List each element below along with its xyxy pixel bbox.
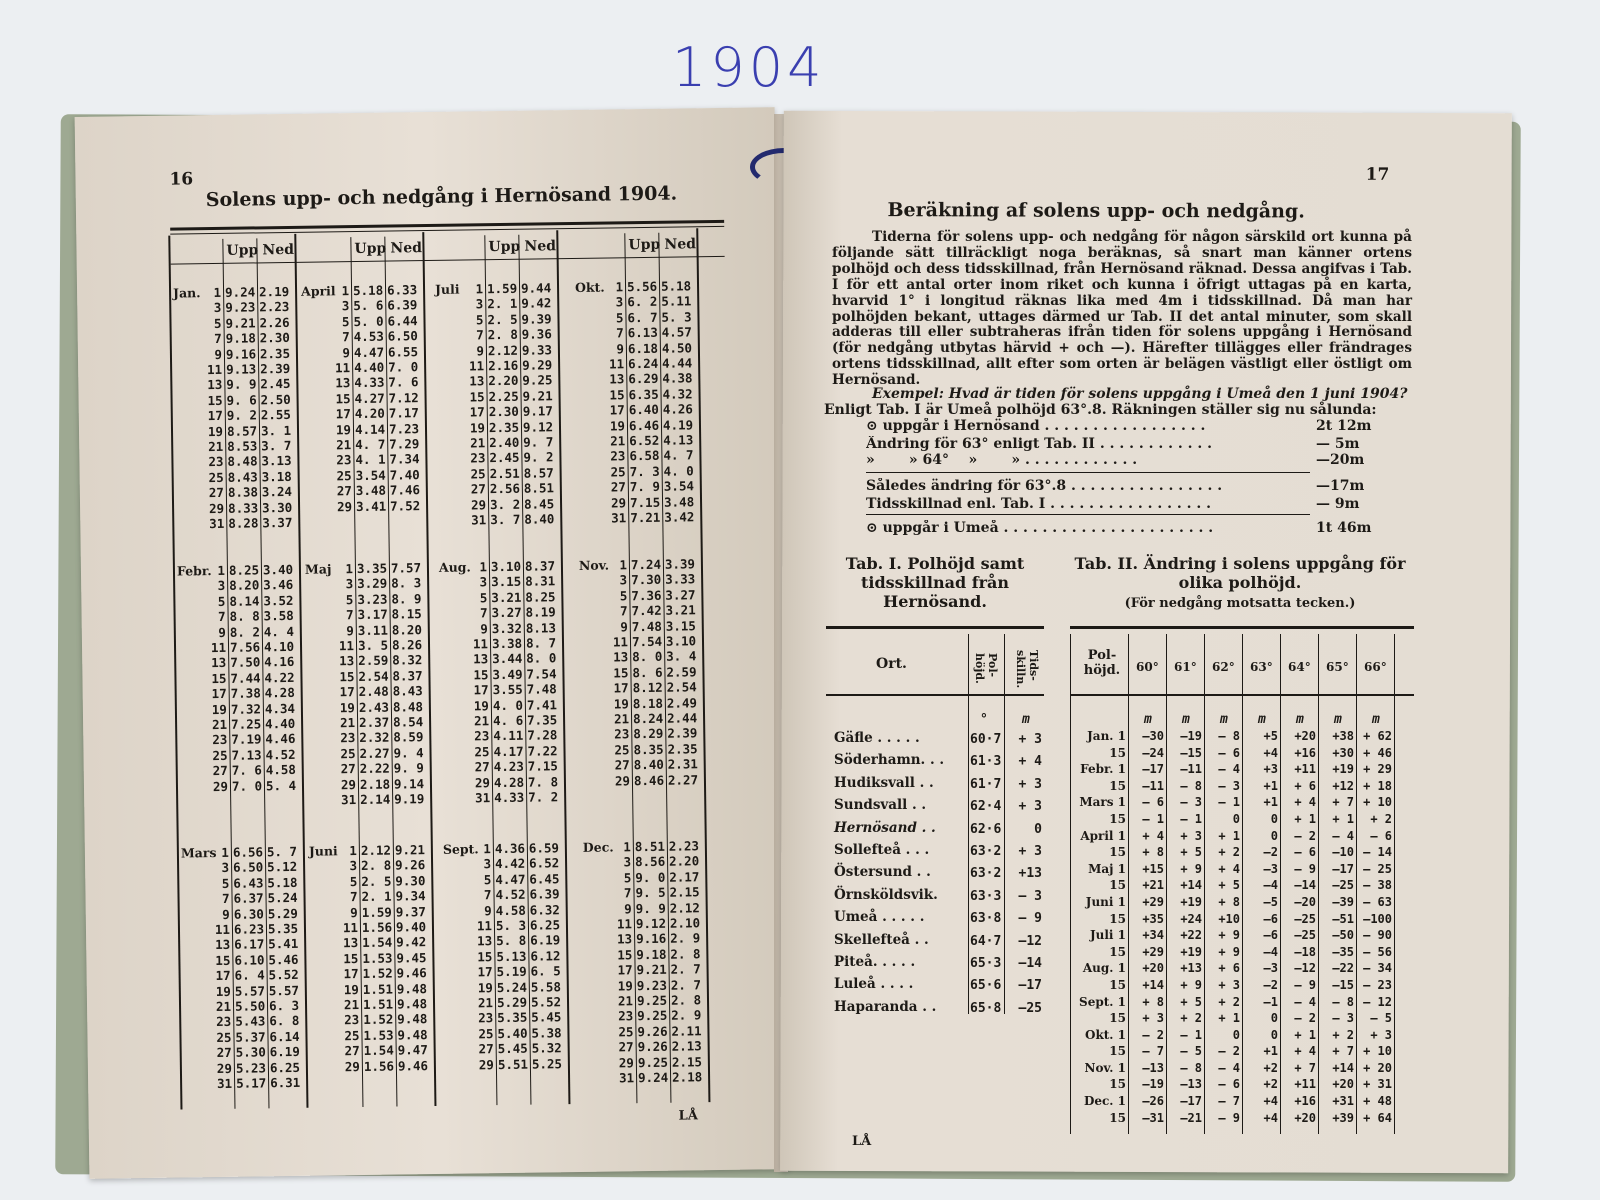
tab1-divider bbox=[1004, 634, 1005, 1014]
tab2-divider bbox=[1128, 634, 1129, 1134]
calc-value: — 9m bbox=[1316, 496, 1360, 512]
tab2-title: Tab. II. Ändring i solens uppgång för olika polhöjd. bbox=[1074, 554, 1406, 592]
tab1-place: Örnsköldsvik. bbox=[834, 886, 938, 903]
sunrise-column: 8.51 8.56 9. 0 9. 5 9. 9 9.12 9.16 9.18 9.21 9.23 9.25 9.25 9.26 9.26 9.25 9.24 bbox=[634, 838, 669, 1086]
tab2-subtitle: (För nedgång motsatta tecken.) bbox=[1124, 596, 1356, 611]
month-label: Okt. bbox=[574, 279, 605, 295]
tab1-tidsskillnad: + 3 bbox=[1018, 799, 1042, 815]
tab2-divider bbox=[1204, 634, 1205, 1134]
tab1-tidsskillnad: — 9 bbox=[1018, 911, 1042, 927]
sunrise-column: 3.35 3.29 3.23 3.17 3.11 3. 5 2.59 2.54 2.48 2.43 2.37 2.32 2.27 2.22 2.18 2.14 bbox=[356, 560, 391, 808]
col-header-down: Ned bbox=[262, 241, 295, 259]
tab1-polhojd: 63·3 bbox=[970, 888, 1002, 904]
tab2-unit: m bbox=[1182, 712, 1190, 727]
sunset-column: 3.39 3.33 3.27 3.21 3.15 3.10 3. 4 2.59 2.54 2.49 2.44 2.39 2.35 2.31 2.27 bbox=[664, 556, 699, 788]
page-number: 17 bbox=[1365, 164, 1390, 185]
tab2-divider bbox=[1242, 634, 1243, 1134]
sunset-column: 6.59 6.52 6.45 6.39 6.32 6.25 6.19 6.12 6. 5 5.58 5.52 5.45 5.38 5.32 5.25 bbox=[528, 840, 563, 1072]
tab2-unit: m bbox=[1220, 712, 1228, 727]
month-label: Mars bbox=[180, 845, 217, 861]
sun-table bbox=[75, 107, 775, 117]
tab2-left-edge bbox=[1070, 634, 1071, 1134]
calc-value: 1t 46m bbox=[1316, 520, 1372, 536]
tab1-place: Luleå . . . . bbox=[834, 976, 914, 993]
month-label: Maj bbox=[304, 561, 332, 577]
tab1-tidsskillnad: —17 bbox=[1018, 978, 1042, 994]
calc-rule bbox=[866, 514, 1310, 515]
page-title: Solens upp- och nedgång i Hernösand 1904. bbox=[205, 182, 678, 212]
sunset-column: 6.33 6.39 6.44 6.50 6.55 7. 0 7. 6 7.12 7.17 7.23 7.29 7.34 7.40 7.46 7.52 bbox=[386, 282, 421, 514]
tab1-place: Hernösand . . bbox=[834, 819, 936, 836]
month-label: Nov. bbox=[578, 557, 610, 573]
month-label: Febr. bbox=[176, 563, 212, 579]
tab1-place: Söderhamn. . . bbox=[834, 752, 945, 769]
tab1-polhojd: 61·7 bbox=[970, 776, 1002, 792]
tab1-tidsskillnad: — 3 bbox=[1018, 888, 1042, 904]
tab2-degree: 64° bbox=[1288, 660, 1311, 674]
sunset-column: 2.19 2.23 2.26 2.30 2.35 2.39 2.45 2.50 2.55 3. 1 3. 7 3.13 3.18 3.24 3.30 3.37 bbox=[258, 283, 293, 531]
tab2-value-column: —30 —24 —17 —11 — 6 — 1 + 4 + 8 +15 +21 +29 +35 +34 +29 +20 +14 + 8 + 3 — 2 — 7 —13 —19 —26 —31 bbox=[1142, 729, 1164, 1125]
calc-value: —20m bbox=[1316, 452, 1365, 468]
sunset-column: 9.21 9.26 9.30 9.34 9.37 9.40 9.42 9.45 9.46 9.48 9.48 9.48 9.48 9.47 9.46 bbox=[394, 842, 429, 1074]
tab1-polhojd: 65·8 bbox=[970, 1000, 1002, 1016]
tab1-place: Piteå. . . . . bbox=[834, 954, 916, 970]
tab1-polhojd: 64·7 bbox=[970, 933, 1002, 949]
tab1-unit: m bbox=[1022, 712, 1030, 727]
example-question: Exempel: Hvad är tiden för solens uppgång i Umeå den 1 juni 1904? bbox=[872, 386, 1408, 402]
col-header-up: Upp bbox=[354, 240, 387, 258]
tab2-value-column: +5 +4 +3 +1 +1 0 0 —2 —3 —4 —5 —6 —6 —4 —3 —2 —1 0 0 +1 +2 +2 +4 +4 bbox=[1263, 729, 1278, 1125]
tab2-header-pol: Pol-höjd. bbox=[1083, 648, 1121, 678]
calc-value: — 5m bbox=[1316, 436, 1360, 452]
tab1-unit: ° bbox=[980, 712, 988, 727]
tab2-divider bbox=[1394, 634, 1395, 1134]
tab1-tidsskillnad: + 4 bbox=[1018, 754, 1042, 770]
tab1-header-tid: Tids-skilln. bbox=[1014, 650, 1040, 689]
tab1-place: Umeå . . . . . bbox=[834, 909, 925, 926]
calc-label: ⊙ uppgår i Umeå . . . . . . . . . . . . . . . . . . . . . . bbox=[866, 520, 1214, 536]
col-header-up: Upp bbox=[226, 242, 259, 259]
month-label: Sept. bbox=[442, 841, 479, 857]
calc-value: —17m bbox=[1316, 478, 1365, 494]
left-page bbox=[75, 107, 790, 1179]
day-column: 1 3 5 7 9 11 13 15 17 19 21 23 25 27 29 bbox=[334, 283, 353, 514]
tab1-place: Sollefteå . . . bbox=[834, 842, 930, 858]
intro-paragraph: Tiderna för solens upp- och nedgång för någon särskild ort kunna på följande sätt tillräckligt noga beräknas, så snart man känner ortens polhöjd och dess tidsskillnad, från Hernösand räknad. Dessa angifvas i Tab. I för ett antal orter inom riket och kunna i öfrigt uttagas på en karta, hvarvid 1° i longitud räknas lika med 4m i tidsskillnad. Då man har polhöjden bekant, uttages därmed ur Tab. II det antal minuter, som skall adderas till eller subtraheras ifrån tiden för solens uppgång i Hernösand (för nedgång utbytas härvid + och —). Härefter tillägges eller frändrages ortens tidsskillnad, allt efter som orten är belägen västligt eller östligt om Hernösand. bbox=[832, 229, 1412, 389]
sunrise-column: 9.24 9.23 9.21 9.18 9.16 9.13 9. 9 9. 6 9. 2 8.57 8.53 8.48 8.43 8.38 8.33 8.28 bbox=[224, 284, 259, 531]
month-label: Dec. bbox=[582, 839, 614, 855]
month-label: Juli bbox=[434, 281, 460, 297]
tab2-degree: 66° bbox=[1364, 660, 1387, 674]
sunrise-column: 4.36 4.42 4.47 4.52 4.58 5. 3 5. 8 5.13 5.19 5.24 5.29 5.35 5.40 5.45 5.51 bbox=[494, 840, 529, 1072]
tab2-unit: m bbox=[1334, 712, 1342, 727]
tab1-polhojd: 62·6 bbox=[970, 821, 1002, 837]
tab1-header-pol: Pol-höjd. bbox=[973, 653, 999, 684]
tab2-degree: 62° bbox=[1212, 660, 1235, 674]
tab2-degree: 63° bbox=[1250, 660, 1273, 674]
sunset-column: 3.40 3.46 3.52 3.58 4. 4 4.10 4.16 4.22 4.28 4.34 4.40 4.46 4.52 4.58 5. 4 bbox=[262, 561, 297, 794]
page-title: Beräkning af solens upp- och nedgång. bbox=[887, 199, 1305, 223]
tab2-unit: m bbox=[1372, 712, 1380, 727]
col-header-down: Ned bbox=[524, 238, 557, 255]
page-number: 16 bbox=[169, 169, 194, 190]
sunset-column: 8.37 8.31 8.25 8.19 8.13 8. 7 8. 0 7.54 7.48 7.41 7.35 7.28 7.22 7.15 7. 8 7. 2 bbox=[524, 558, 559, 805]
footer-mark-right: LÅ bbox=[852, 1134, 872, 1149]
calc-label: Tidsskillnad enl. Tab. I . . . . . . . . . . . . . . . . . bbox=[866, 496, 1211, 512]
tab2-divider bbox=[1280, 634, 1281, 1134]
tab1-place: Östersund . . bbox=[834, 864, 931, 881]
tab2-divider bbox=[1318, 634, 1319, 1134]
tab1-title: Tab. I. Polhöjd samt tidsskillnad från Hernösand. bbox=[845, 554, 1025, 611]
example-premise: Enligt Tab. I är Umeå polhöjd 63°.8. Räkningen ställer sig nu sålunda: bbox=[824, 402, 1377, 418]
tab2-degree: 65° bbox=[1326, 660, 1349, 674]
sunrise-column: 8.25 8.20 8.14 8. 8 8. 2 7.56 7.50 7.44 7.38 7.32 7.25 7.19 7.13 7. 6 7. 0 bbox=[228, 562, 263, 794]
calc-label: Således ändring för 63°.8 . . . . . . . . . . . . . . . . bbox=[866, 478, 1223, 494]
month-label: April bbox=[300, 283, 336, 299]
tab2-value-column: +20 +16 +11 + 6 + 4 + 1 — 2 — 6 — 9 —14 —20 —25 —25 —18 —12 — 9 — 4 — 2 + 1 + 4 + 7 +11 +16 +20 bbox=[1294, 729, 1316, 1125]
sunrise-column: 2.12 2. 8 2. 5 2. 1 1.59 1.56 1.54 1.53 1.52 1.51 1.51 1.52 1.53 1.54 1.56 bbox=[360, 842, 395, 1074]
tab2-degree: 60° bbox=[1136, 660, 1159, 674]
day-column: 1 3 5 7 9 11 13 15 17 19 21 23 25 27 29 bbox=[612, 557, 631, 789]
handwritten-year: 1904 bbox=[672, 36, 826, 99]
tab2-unit: m bbox=[1144, 712, 1152, 727]
col-header-up: Upp bbox=[628, 236, 661, 254]
day-column: 1 3 5 7 9 11 13 15 17 19 21 23 25 27 29 31 bbox=[206, 284, 225, 532]
day-column: 1 3 5 7 9 11 13 15 17 19 21 23 25 27 29 31 bbox=[214, 844, 233, 1092]
tab1-divider bbox=[968, 634, 969, 1014]
calc-rule bbox=[866, 472, 1310, 473]
calc-label: Ändring för 63° enligt Tab. II . . . . . . . . . . . . bbox=[866, 436, 1212, 452]
day-column: 1 3 5 7 9 11 13 15 17 19 21 23 25 27 29 31 bbox=[616, 839, 635, 1086]
sunset-column: 5. 7 5.12 5.18 5.24 5.29 5.35 5.41 5.46 5.52 5.57 6. 3 6. 8 6.14 6.19 6.25 6.31 bbox=[266, 843, 301, 1091]
tab2-value-column: +38 +30 +19 +12 + 7 + 1 — 4 —10 —17 —25 —39 —51 —50 —35 —22 —15 — 8 — 3 + 2 + 7 +14 +20 +31 +39 bbox=[1332, 729, 1354, 1125]
tab1-place: Sundsvall . . bbox=[834, 797, 927, 814]
calc-label: ⊙ uppgår i Hernösand . . . . . . . . . . . . . . . . . bbox=[866, 418, 1206, 434]
tab2-unit: m bbox=[1258, 712, 1266, 727]
sunrise-column: 5.18 5. 6 5. 0 4.53 4.47 4.40 4.33 4.27 4.20 4.14 4. 7 4. 1 3.54 3.48 3.41 bbox=[352, 282, 387, 514]
tab1-header-rule bbox=[826, 694, 1044, 696]
sunset-column: 2.23 2.20 2.17 2.15 2.12 2.10 2. 9 2. 8 2. 7 2. 7 2. 8 2. 9 2.11 2.13 2.15 2.18 bbox=[668, 838, 703, 1085]
tab1-tidsskillnad: 0 bbox=[1034, 821, 1042, 837]
tab1-place: Haparanda . . bbox=[834, 998, 937, 1015]
calc-value: 2t 12m bbox=[1316, 418, 1372, 434]
tab1-polhojd: 65·6 bbox=[970, 978, 1002, 994]
tab1-place: Hudiksvall . . bbox=[834, 774, 934, 791]
tab1-polhojd: 65·3 bbox=[970, 956, 1002, 971]
tab1-polhojd: 60·7 bbox=[970, 732, 1002, 747]
tab1-place: Gäfle . . . . . bbox=[834, 730, 920, 746]
tab1-tidsskillnad: + 3 bbox=[1018, 776, 1042, 792]
tab1-polhojd: 63·8 bbox=[970, 911, 1002, 927]
tab1-tidsskillnad: +13 bbox=[1018, 866, 1042, 882]
tab2-dates: Jan. 1 15 Febr. 1 15 Mars 1 15 April 1 15 Maj 1 15 Juni 1 15 Juli 1 15 Aug. 1 15 Sept. 1 15 Okt. 1 15 Nov. 1 15 Dec. 1 15 bbox=[1079, 729, 1126, 1125]
table-left-edge bbox=[168, 236, 182, 1110]
tab1-tidsskillnad: —25 bbox=[1018, 1000, 1042, 1016]
tab1-header-ort: Ort. bbox=[876, 656, 907, 672]
tab1-tidsskillnad: —12 bbox=[1018, 933, 1042, 949]
tab1-polhojd: 62·4 bbox=[970, 799, 1002, 815]
tab1-polhojd: 61·3 bbox=[970, 754, 1002, 770]
month-label: Jan. bbox=[172, 285, 201, 301]
sunrise-column: 6.56 6.50 6.43 6.37 6.30 6.23 6.17 6.10 6. 4 5.57 5.50 5.43 5.37 5.30 5.23 5.17 bbox=[232, 844, 267, 1091]
tab2-value-column: — 8 — 6 — 4 — 3 — 1 0 + 1 + 2 + 4 + 5 + 8 +10 + 9 + 9 + 6 + 3 + 2 + 1 0 — 2 — 4 — 6 — 7 — 9 bbox=[1218, 729, 1240, 1125]
tab1-tidsskillnad: + 3 bbox=[1018, 844, 1042, 859]
sunrise-column: 5.56 6. 2 6. 7 6.13 6.18 6.24 6.29 6.35 6.40 6.46 6.52 6.58 7. 3 7. 9 7.15 7.21 bbox=[626, 278, 661, 526]
tab2-value-column: —19 —15 —11 — 8 — 3 — 1 + 3 + 5 + 9 +14 +19 +24 +22 +19 +13 + 9 + 5 + 2 — 1 — 5 — 8 —13 —17 —21 bbox=[1180, 729, 1202, 1125]
sunset-column: 5.18 5.11 5. 3 4.57 4.50 4.44 4.38 4.32 4.26 4.19 4.13 4. 7 4. 0 3.54 3.48 3.42 bbox=[660, 278, 695, 525]
footer-mark: LÅ bbox=[678, 1108, 698, 1124]
sunset-column: 7.57 8. 3 8. 9 8.15 8.20 8.26 8.32 8.37 8.43 8.48 8.54 8.59 9. 4 9. 9 9.14 9.19 bbox=[390, 560, 425, 807]
day-column: 1 3 5 7 9 11 13 15 17 19 21 23 25 27 29 31 bbox=[608, 279, 627, 526]
day-column: 1 3 5 7 9 11 13 15 17 19 21 23 25 27 29 31 bbox=[472, 559, 491, 806]
sunrise-column: 3.10 3.15 3.21 3.27 3.32 3.38 3.44 3.49 3.55 4. 0 4. 6 4.11 4.17 4.23 4.28 4.33 bbox=[490, 558, 525, 806]
sunset-column: 9.44 9.42 9.39 9.36 9.33 9.29 9.25 9.21 9.17 9.12 9. 7 9. 2 8.57 8.51 8.45 8.40 bbox=[520, 280, 555, 527]
tab2-value-column: + 62 + 46 + 29 + 18 + 10 + 2 — 6 — 14 — 25 — 38 — 63 —100 — 90 — 56 — 34 — 23 — 12 — 5 + 3 + 10 + 20 + 31 + 48 + 64 bbox=[1363, 729, 1392, 1125]
tab2-unit: m bbox=[1296, 712, 1304, 727]
tab2-divider bbox=[1166, 634, 1167, 1134]
day-column: 1 3 5 7 9 11 13 15 17 19 21 23 25 27 29 bbox=[476, 841, 494, 1073]
sunrise-column: 1.59 2. 1 2. 5 2. 8 2.12 2.16 2.20 2.25 2.30 2.35 2.40 2.45 2.51 2.56 3. 2 3. 7 bbox=[486, 280, 521, 528]
calc-label: » » 64° » » . . . . . . . . . . . . bbox=[866, 452, 1138, 468]
day-column: 1 3 5 7 9 11 13 15 17 19 21 23 25 27 29 31 bbox=[338, 561, 357, 808]
day-column: 1 3 5 7 9 11 13 15 17 19 21 23 25 27 29 31 bbox=[468, 281, 487, 528]
tab1-polhojd: 63·2 bbox=[970, 866, 1002, 882]
tab1-tidsskillnad: + 3 bbox=[1018, 732, 1042, 747]
tab1-polhojd: 63·2 bbox=[970, 844, 1002, 859]
tab2-divider bbox=[1356, 634, 1357, 1134]
sunrise-column: 7.24 7.30 7.36 7.42 7.48 7.54 8. 0 8. 6 8.12 8.18 8.24 8.29 8.35 8.40 8.46 bbox=[630, 556, 665, 788]
col-header-down: Ned bbox=[664, 236, 697, 253]
month-label: Juni bbox=[308, 843, 338, 859]
day-column: 1 3 5 7 9 11 13 15 17 19 21 23 25 27 29 bbox=[210, 562, 229, 794]
month-label: Aug. bbox=[438, 559, 471, 575]
col-header-down: Ned bbox=[390, 240, 423, 257]
tab1-top-rule bbox=[826, 626, 1044, 629]
tab1-tidsskillnad: —14 bbox=[1018, 956, 1042, 971]
tab1-place: Skellefteå . . bbox=[834, 931, 929, 948]
tab2-top-rule bbox=[1070, 626, 1414, 629]
col-header-up: Upp bbox=[488, 238, 521, 256]
day-column: 1 3 5 7 9 11 13 15 17 19 21 23 25 27 29 bbox=[342, 843, 361, 1074]
tab2-degree: 61° bbox=[1174, 660, 1197, 674]
